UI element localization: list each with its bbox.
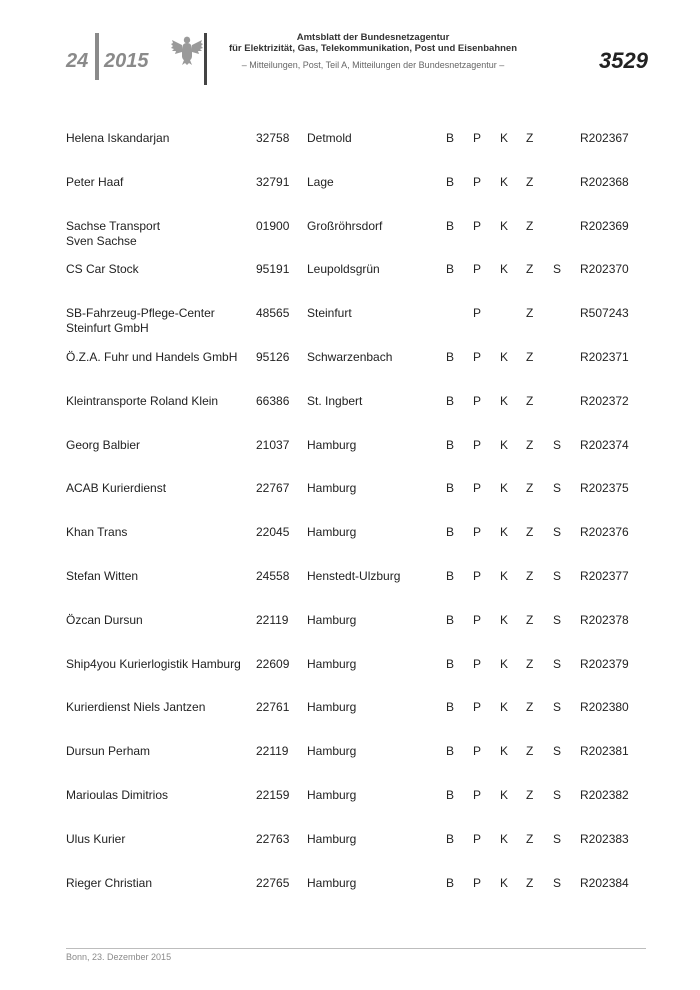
company-name: Ship4you Kurierlogistik Hamburg	[66, 657, 241, 671]
postal-code: 66386	[256, 394, 290, 408]
flag-b: B	[446, 131, 455, 145]
flag-k: K	[500, 481, 509, 495]
flag-k: K	[500, 876, 509, 890]
flag-p: P	[473, 219, 482, 233]
flag-p: P	[473, 788, 482, 802]
flag-p: P	[473, 262, 482, 276]
registration-number: R202370	[580, 262, 629, 276]
company-name: Özcan Dursun	[66, 613, 143, 627]
company-name: Kurierdienst Niels Jantzen	[66, 700, 206, 714]
flag-b: B	[446, 438, 455, 452]
flag-b: B	[446, 700, 455, 714]
company-name: Kleintransporte Roland Klein	[66, 394, 219, 408]
header-divider-dark	[204, 33, 207, 85]
flag-z: Z	[526, 525, 534, 539]
flag-b: B	[446, 788, 455, 802]
flag-z: Z	[526, 438, 534, 452]
flag-p: P	[473, 657, 482, 671]
flag-b: B	[446, 219, 455, 233]
postal-code: 22119	[256, 744, 289, 758]
registration-number: R202369	[580, 219, 629, 233]
flag-k: K	[500, 613, 509, 627]
gazette-title-line2: für Elektrizität, Gas, Telekommunikation, Post und Eisenbahnen	[228, 43, 518, 54]
postal-code: 22119	[256, 613, 289, 627]
flag-s: S	[553, 525, 562, 539]
postal-code: 95191	[256, 262, 290, 276]
company-name: Georg Balbier	[66, 438, 141, 452]
registration-number: R202368	[580, 175, 629, 189]
flag-z: Z	[526, 131, 534, 145]
footer-date: Bonn, 23. Dezember 2015	[66, 952, 172, 962]
flag-z: Z	[526, 306, 534, 320]
registration-number: R202384	[580, 876, 629, 890]
flag-k: K	[500, 350, 509, 364]
city: Hamburg	[307, 613, 357, 627]
company-name: ACAB Kurierdienst	[66, 481, 167, 495]
flag-s: S	[553, 700, 562, 714]
registration-number: R202376	[580, 525, 629, 539]
postal-code: 21037	[256, 438, 290, 452]
city: Hamburg	[307, 481, 357, 495]
registration-number: R202377	[580, 569, 629, 583]
footer-divider	[66, 948, 646, 949]
city: Hamburg	[307, 700, 357, 714]
company-name: Steinfurt GmbH	[66, 321, 149, 335]
company-name: Ulus Kurier	[66, 832, 126, 846]
flag-b: B	[446, 175, 455, 189]
flag-p: P	[473, 876, 482, 890]
flag-b: B	[446, 657, 455, 671]
registration-number: R202381	[580, 744, 629, 758]
flag-b: B	[446, 525, 455, 539]
flag-s: S	[553, 744, 562, 758]
city: Hamburg	[307, 657, 357, 671]
postal-code: 48565	[256, 306, 290, 320]
company-name: Rieger Christian	[66, 876, 153, 890]
flag-p: P	[473, 306, 482, 320]
registration-number: R202383	[580, 832, 629, 846]
flag-z: Z	[526, 262, 534, 276]
postal-code: 95126	[256, 350, 290, 364]
flag-s: S	[553, 481, 562, 495]
registration-number: R202378	[580, 613, 629, 627]
gazette-title: Amtsblatt der Bundesnetzagentur	[296, 32, 450, 43]
flag-k: K	[500, 832, 509, 846]
flag-s: S	[553, 262, 562, 276]
registration-number: R202367	[580, 131, 629, 145]
page-number: 3529	[599, 48, 648, 73]
flag-b: B	[446, 481, 455, 495]
registration-number: R202374	[580, 438, 629, 452]
gazette-subtitle: – Mitteilungen, Post, Teil A, Mitteilungen der Bundesnetzagentur –	[241, 60, 505, 70]
registration-number: R202371	[580, 350, 629, 364]
company-name: Ö.Z.A. Fuhr und Handels GmbH	[66, 350, 238, 364]
city: Lage	[307, 175, 334, 189]
flag-p: P	[473, 131, 482, 145]
flag-z: Z	[526, 613, 534, 627]
flag-z: Z	[526, 832, 534, 846]
flag-p: P	[473, 832, 482, 846]
flag-z: Z	[526, 700, 534, 714]
company-name: Sachse Transport	[66, 219, 161, 233]
flag-s: S	[553, 438, 562, 452]
flag-z: Z	[526, 219, 534, 233]
flag-p: P	[473, 175, 482, 189]
flag-z: Z	[526, 394, 534, 408]
flag-z: Z	[526, 876, 534, 890]
flag-z: Z	[526, 481, 534, 495]
company-name: Marioulas Dimitrios	[66, 788, 169, 802]
flag-k: K	[500, 438, 509, 452]
flag-b: B	[446, 832, 455, 846]
city: St. Ingbert	[307, 394, 363, 408]
company-name: Peter Haaf	[66, 175, 124, 189]
postal-code: 32758	[256, 131, 290, 145]
company-name: CS Car Stock	[66, 262, 139, 276]
flag-k: K	[500, 394, 509, 408]
registration-number: R202382	[580, 788, 629, 802]
flag-k: K	[500, 657, 509, 671]
registration-number: R202379	[580, 657, 629, 671]
flag-s: S	[553, 569, 562, 583]
company-name: Stefan Witten	[66, 569, 139, 583]
city: Detmold	[307, 131, 352, 145]
flag-k: K	[500, 219, 509, 233]
flag-k: K	[500, 175, 509, 189]
flag-p: P	[473, 744, 482, 758]
city: Hamburg	[307, 438, 357, 452]
registration-number: R202375	[580, 481, 629, 495]
flag-k: K	[500, 744, 509, 758]
postal-code: 24558	[256, 569, 290, 583]
postal-code: 22767	[256, 481, 290, 495]
company-name: Dursun Perham	[66, 744, 151, 758]
flag-k: K	[500, 131, 509, 145]
flag-s: S	[553, 657, 562, 671]
federal-eagle-icon	[170, 32, 204, 66]
company-name: Sven Sachse	[66, 234, 137, 248]
postal-code: 22765	[256, 876, 290, 890]
postal-code: 22609	[256, 657, 290, 671]
city: Hamburg	[307, 832, 357, 846]
city: Hamburg	[307, 788, 357, 802]
issue-number: 24	[66, 50, 89, 72]
flag-z: Z	[526, 657, 534, 671]
registration-number: R202380	[580, 700, 629, 714]
flag-b: B	[446, 569, 455, 583]
issue-year: 2015	[104, 50, 149, 72]
header-divider	[95, 33, 99, 80]
flag-s: S	[553, 613, 562, 627]
flag-p: P	[473, 481, 482, 495]
company-name: SB-Fahrzeug-Pflege-Center	[66, 306, 215, 320]
city: Schwarzenbach	[307, 350, 393, 364]
company-name: Helena Iskandarjan	[66, 131, 170, 145]
flag-s: S	[553, 788, 562, 802]
city: Henstedt-Ulzburg	[307, 569, 401, 583]
flag-z: Z	[526, 569, 534, 583]
flag-s: S	[553, 876, 562, 890]
flag-b: B	[446, 744, 455, 758]
postal-code: 01900	[256, 219, 290, 233]
city: Steinfurt	[307, 306, 352, 320]
postal-code: 22761	[256, 700, 290, 714]
registration-number: R202372	[580, 394, 629, 408]
flag-b: B	[446, 876, 455, 890]
flag-b: B	[446, 613, 455, 627]
flag-k: K	[500, 788, 509, 802]
city: Großröhrsdorf	[307, 219, 383, 233]
postal-code: 22159	[256, 788, 290, 802]
flag-p: P	[473, 438, 482, 452]
city: Leupoldsgrün	[307, 262, 380, 276]
postal-code: 32791	[256, 175, 290, 189]
flag-z: Z	[526, 788, 534, 802]
flag-b: B	[446, 350, 455, 364]
flag-p: P	[473, 569, 482, 583]
flag-k: K	[500, 700, 509, 714]
flag-b: B	[446, 394, 455, 408]
flag-z: Z	[526, 350, 534, 364]
flag-k: K	[500, 262, 509, 276]
postal-code: 22763	[256, 832, 290, 846]
registration-number: R507243	[580, 306, 629, 320]
flag-p: P	[473, 525, 482, 539]
flag-p: P	[473, 700, 482, 714]
flag-z: Z	[526, 175, 534, 189]
flag-z: Z	[526, 744, 534, 758]
flag-p: P	[473, 613, 482, 627]
flag-p: P	[473, 394, 482, 408]
postal-code: 22045	[256, 525, 290, 539]
company-name: Khan Trans	[66, 525, 128, 539]
city: Hamburg	[307, 876, 357, 890]
flag-s: S	[553, 832, 562, 846]
flag-b: B	[446, 262, 455, 276]
flag-k: K	[500, 569, 509, 583]
flag-k: K	[500, 525, 509, 539]
flag-p: P	[473, 350, 482, 364]
city: Hamburg	[307, 744, 357, 758]
city: Hamburg	[307, 525, 357, 539]
